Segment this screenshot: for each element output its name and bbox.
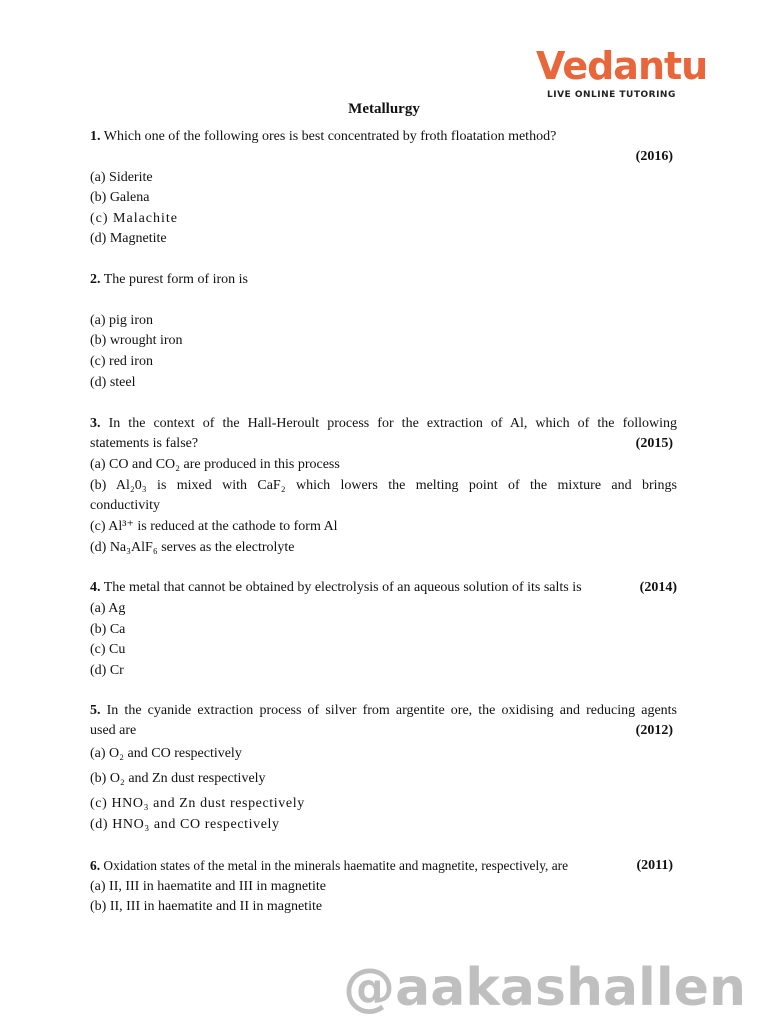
option: (b) Galena bbox=[90, 190, 150, 205]
question-number: 6. bbox=[90, 858, 101, 873]
option: (c) red iron bbox=[90, 354, 153, 369]
option: (b) II, III in haematite and II in magnetite bbox=[90, 899, 323, 914]
vedantu-logo bbox=[536, 44, 708, 104]
option: (d) Cr bbox=[90, 663, 124, 678]
question-text-cont: used are bbox=[90, 723, 137, 738]
option: (a) II, III in haematite and III in magnetite bbox=[90, 879, 326, 894]
question-year: (2012) bbox=[635, 723, 673, 738]
option: (c) HNO₃ and Zn dust respectively bbox=[90, 796, 305, 811]
question-number: 4. bbox=[90, 580, 101, 595]
question-text: The metal that cannot be obtained by electrolysis of an aqueous solution of its salts is bbox=[103, 580, 582, 595]
option: (d) HNO₃ and CO respectively bbox=[90, 817, 280, 832]
question-year: (2015) bbox=[635, 436, 673, 451]
option: (d) Na₃AlF₆ serves as the electrolyte bbox=[90, 540, 295, 555]
option: (c) Malachite bbox=[90, 211, 179, 226]
page-title: Metallurgy bbox=[348, 101, 420, 117]
question-3 bbox=[90, 415, 677, 433]
question-year: (2014) bbox=[639, 580, 677, 595]
logo-wordmark: Vedantu bbox=[536, 44, 708, 88]
option: (b) O₂ and Zn dust respectively bbox=[90, 771, 266, 786]
question-2 bbox=[90, 271, 248, 289]
option: (b) Al₂0₃ is mixed with CaF₂ which lowers the melting point of the mixture and brings bbox=[90, 478, 677, 493]
option: (a) O₂ and CO respectively bbox=[90, 746, 242, 761]
question-number: 5. bbox=[90, 703, 101, 718]
question-number: 1. bbox=[90, 129, 101, 144]
option: (c) Cu bbox=[90, 642, 126, 657]
option: (c) Al³⁺ is reduced at the cathode to form Al bbox=[90, 519, 338, 534]
question-text: Which one of the following ores is best concentrated by froth floatation method? bbox=[103, 129, 557, 144]
watermark: @aakashallen bbox=[343, 958, 746, 1018]
option-cont: conductivity bbox=[90, 498, 160, 513]
option: (a) Ag bbox=[90, 601, 126, 616]
question-year: (2011) bbox=[636, 858, 673, 873]
option: (a) CO and CO₂ are produced in this process bbox=[90, 457, 340, 472]
option: (a) pig iron bbox=[90, 313, 153, 328]
question-text: Oxidation states of the metal in the minerals haematite and magnetite, respectively, are bbox=[103, 858, 569, 873]
question-text: The purest form of iron is bbox=[103, 272, 248, 287]
question-number: 3. bbox=[90, 416, 101, 431]
question-1 bbox=[90, 128, 556, 146]
question-year: (2016) bbox=[635, 149, 673, 164]
question-text-cont: statements is false? bbox=[90, 436, 199, 451]
question-number: 2. bbox=[90, 272, 101, 287]
option: (d) steel bbox=[90, 375, 136, 390]
option: (d) Magnetite bbox=[90, 231, 167, 246]
option: (b) Ca bbox=[90, 622, 126, 637]
question-text: In the cyanide extraction process of silver from argentite ore, the oxidising and reducing agents bbox=[106, 703, 678, 718]
question-6 bbox=[90, 857, 568, 875]
option: (b) wrought iron bbox=[90, 333, 183, 348]
question-5 bbox=[90, 702, 677, 720]
logo-tagline: LIVE ONLINE TUTORING bbox=[547, 90, 676, 100]
question-text: In the context of the Hall-Heroult process for the extraction of Al, which of the following bbox=[108, 416, 678, 431]
option: (a) Siderite bbox=[90, 170, 153, 185]
question-4 bbox=[90, 579, 582, 597]
